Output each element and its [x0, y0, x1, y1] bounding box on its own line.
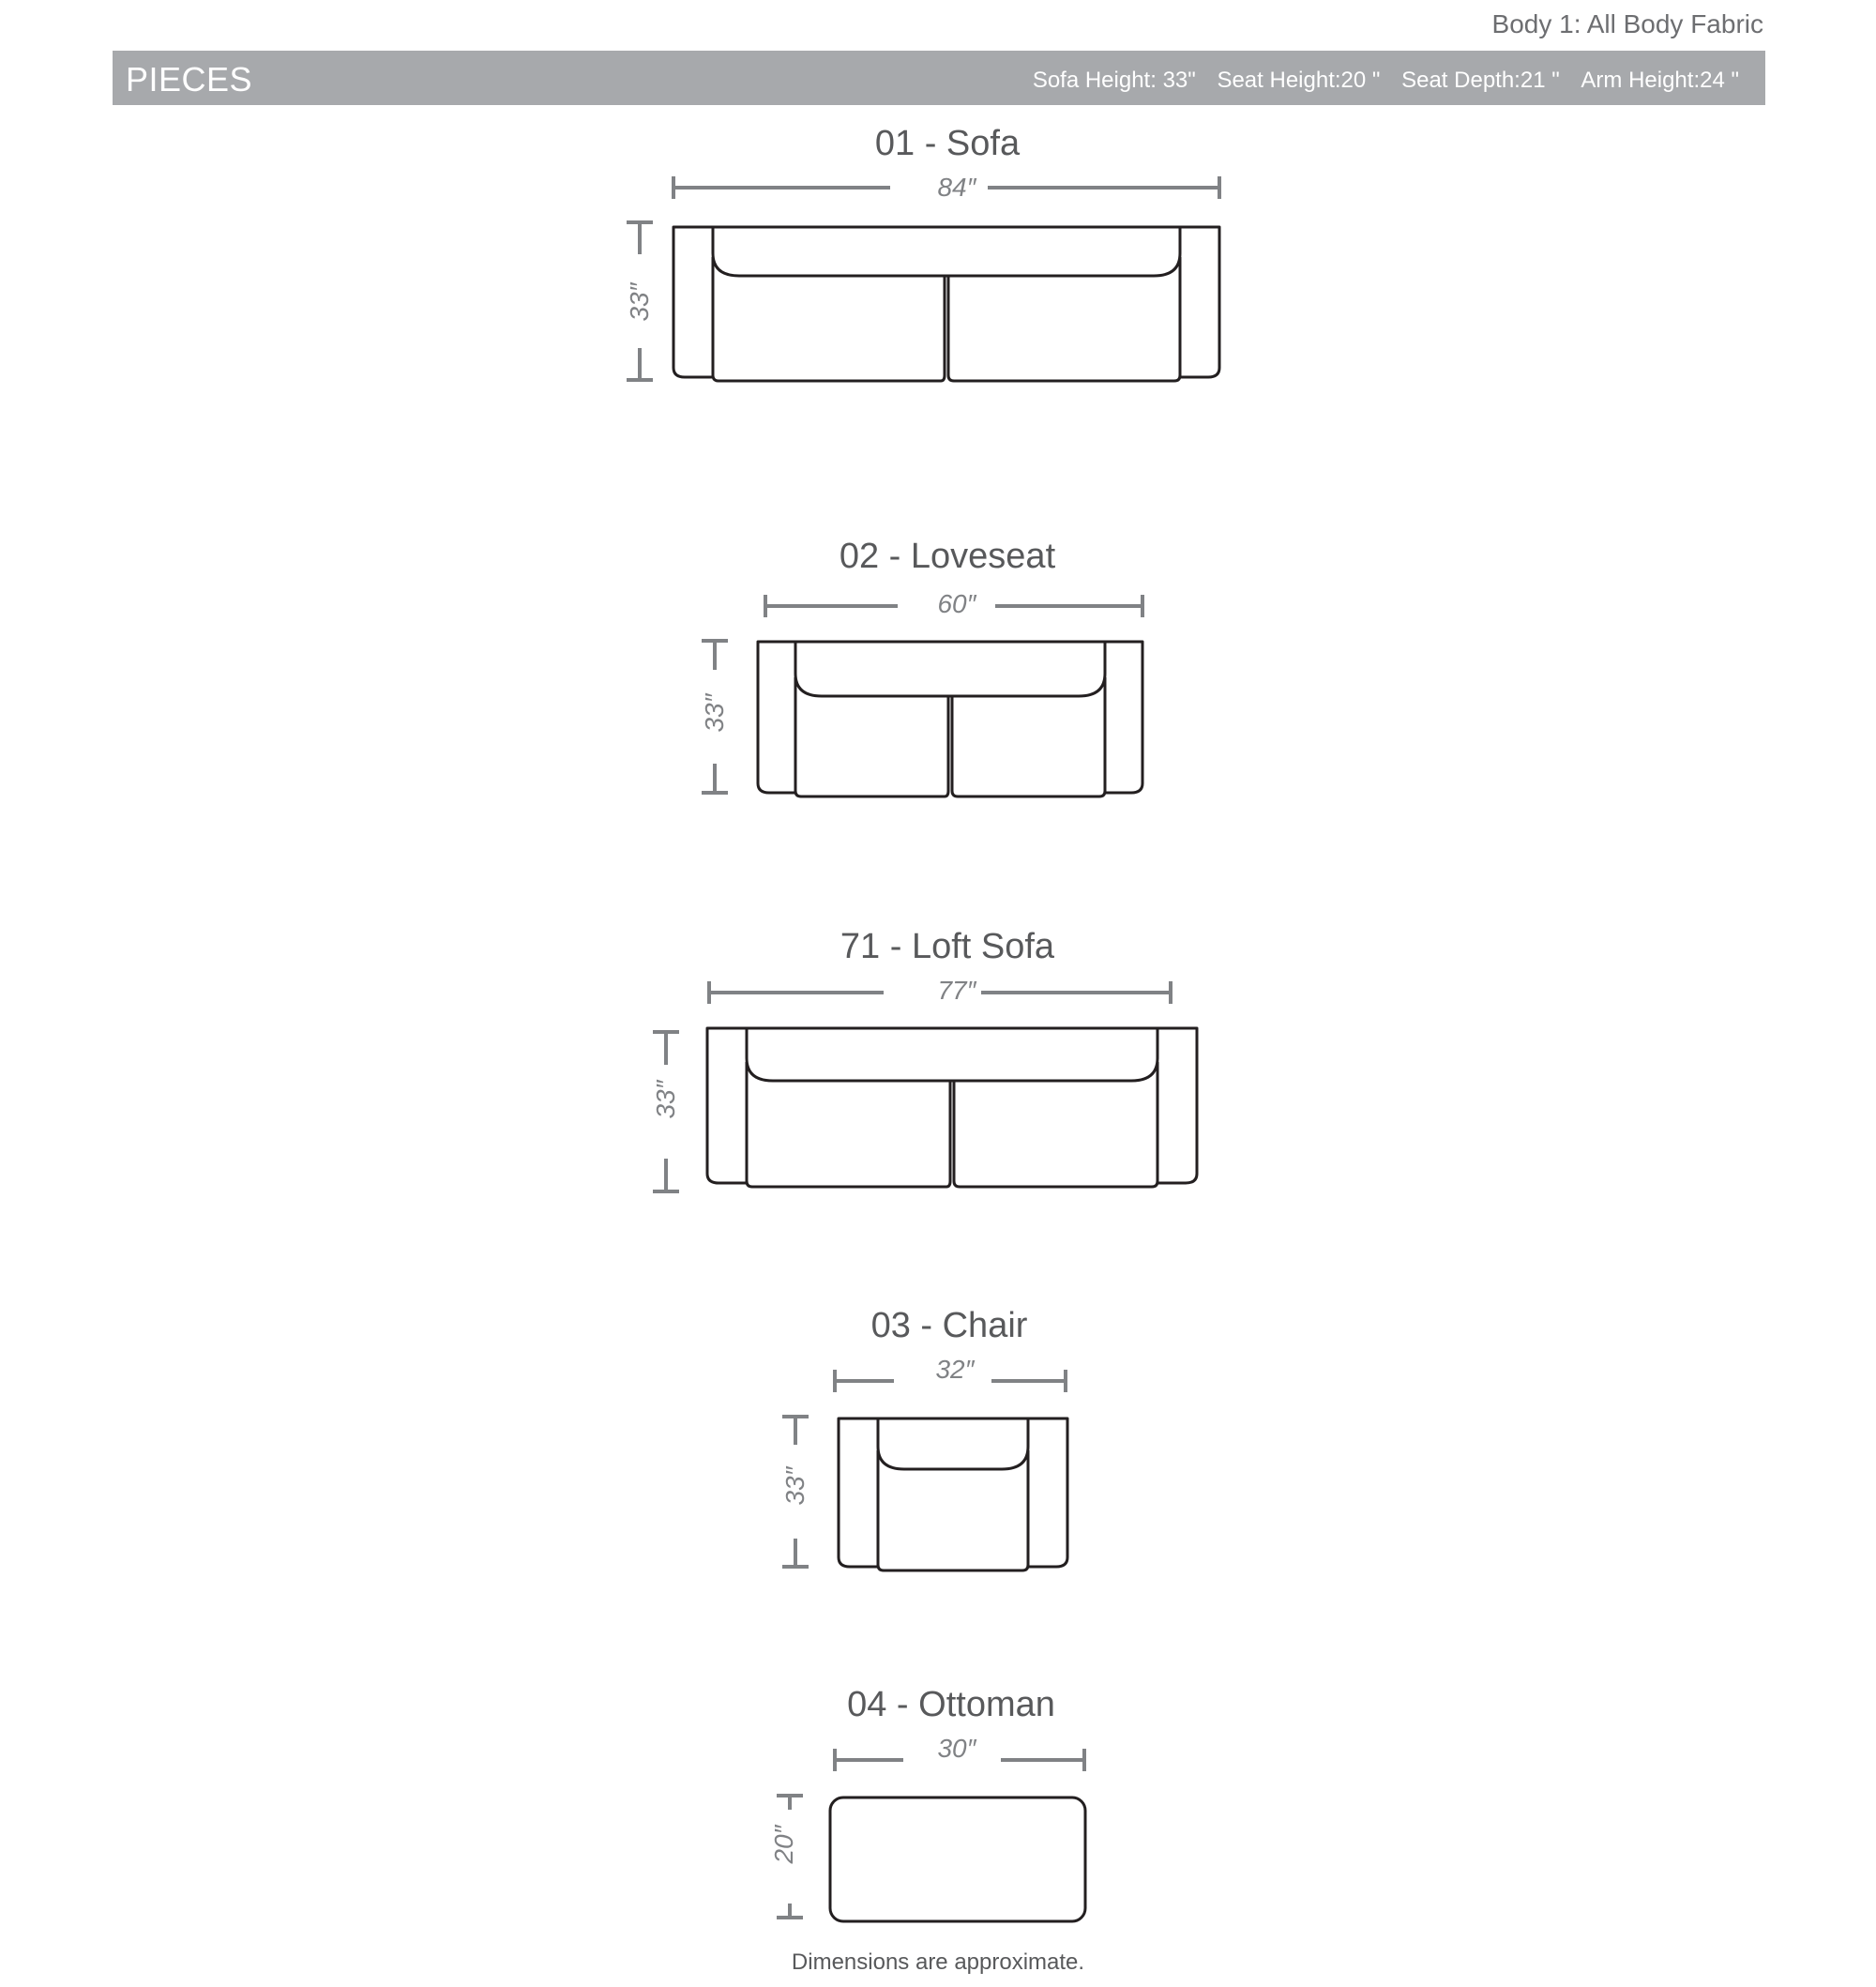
width-label-ottoman: 30″	[937, 1734, 976, 1763]
dimensions-note: Dimensions are approximate.	[791, 1949, 1085, 1975]
height-label-loveseat: 33″	[700, 693, 729, 733]
loveseat-arm-right	[1105, 642, 1142, 793]
spec-arm-height: Arm Height:24 "	[1581, 68, 1739, 93]
loft-sofa-arm-right	[1157, 1028, 1197, 1183]
banner-title: PIECES	[126, 60, 253, 99]
height-label-sofa: 33″	[625, 282, 654, 322]
fabric-label: Body 1: All Body Fabric	[1491, 9, 1763, 38]
piece-title-sofa: 01 - Sofa	[874, 124, 1021, 163]
chair-arm-left	[839, 1418, 878, 1567]
chair-back-cushion	[878, 1418, 1028, 1469]
loft-sofa-arm-left	[707, 1028, 747, 1183]
spec-seat-depth: Seat Depth:21 "	[1401, 68, 1560, 93]
sofa-back-cushion	[713, 227, 1180, 276]
piece-title-loft-sofa: 71 - Loft Sofa	[840, 927, 1055, 966]
loft-sofa-back-cushion	[747, 1028, 1157, 1081]
sofa-arm-left	[673, 227, 713, 377]
piece-title-chair: 03 - Chair	[870, 1306, 1028, 1345]
width-label-sofa: 84″	[937, 173, 976, 202]
height-label-chair: 33″	[780, 1466, 809, 1506]
sofa-arm-right	[1180, 227, 1219, 377]
height-label-ottoman: 20″	[769, 1825, 798, 1864]
width-label-loveseat: 60″	[937, 589, 976, 618]
loveseat-back-cushion	[795, 642, 1105, 696]
loveseat-arm-left	[758, 642, 795, 793]
width-label-chair: 32″	[935, 1355, 975, 1384]
spec-seat-height: Seat Height:20 "	[1217, 68, 1381, 93]
spec-sofa-height: Sofa Height: 33"	[1032, 68, 1196, 93]
piece-title-ottoman: 04 - Ottoman	[847, 1685, 1055, 1724]
piece-title-loveseat: 02 - Loveseat	[839, 537, 1056, 576]
chair-arm-right	[1028, 1418, 1067, 1567]
width-label-loft-sofa: 77″	[937, 976, 976, 1005]
height-label-loft-sofa: 33″	[651, 1080, 680, 1119]
ottoman-outline	[830, 1797, 1085, 1921]
